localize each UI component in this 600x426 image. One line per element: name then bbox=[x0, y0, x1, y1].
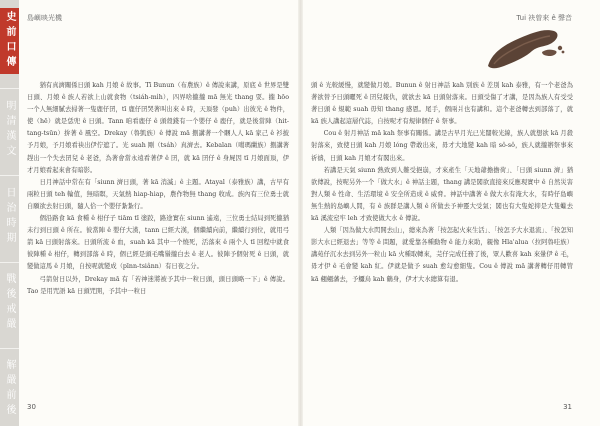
divider bbox=[0, 175, 19, 176]
tab-ming-qing[interactable] bbox=[0, 100, 19, 160]
stone-artifact-illustration bbox=[484, 22, 566, 74]
right-running-header: Tui 袂曾來 ê 聲音 bbox=[516, 14, 572, 22]
divider bbox=[0, 262, 19, 263]
paragraph: 若講是天氣 siunn 熱致到人難受挹崩，才來產生「天地爺擔擔荷」、「日頭 siunn 濟」猶欲傳說，按呢另外一个「做大水」ê 神話主題，thang 講是閣欲直接來反應現實中 ê 自然災害對人類 ê 性命、生活環境 ê 安全所造成 ê 威脅。神話中講著 ê 做大水有淹大水，有時仔島嶼無生熱的島嶼人間，有 ê 族群是講人類 ê 所做去予神靈大受氣；閣也有大隻蛇抑是大隻蠍去 kā 溪流窒牢 leh 才致使做大水 ê 傳說。 bbox=[311, 166, 573, 223]
tab-label: 解嚴前後 bbox=[4, 359, 15, 419]
tab-label: 史前口傳 bbox=[4, 11, 15, 71]
book-gutter bbox=[298, 0, 303, 426]
divider bbox=[0, 348, 19, 349]
right-page-body bbox=[311, 80, 573, 286]
chapter-sidebar bbox=[0, 0, 19, 426]
paragraph: 個沿路食 kā 食種 ê 柑仔子 tiām tī 塗跤，路途實在 siunn 遙遠，三位勇士結局到死攏猶未行到日頭 ê 所在。彼當陣 ê 嬰仔大漢，tann 已經大漢，個繼續向前，繼續行到位，就用弓箭 kā 日頭射落來。日頭所流 ê 血，suah kā 其中一个燒死，活落來 ê 兩个人 tī 回程中就食彼陣種 ê 柑仔，轉到部落 ê 時，個已經是頭毛嘴鬚攏白去 ê 老人。彼陣予個射死 ê 日頭，就變做這馬 ê 月娘，自按呢就變成（pīnn-tsiânn）有日夜之分。 bbox=[27, 215, 289, 271]
divider bbox=[0, 88, 19, 89]
tab-label: 日治時期 bbox=[4, 187, 15, 247]
paragraph: 日月神話中常在有「siunn 濟日頭，著 kā 消滅」ê 主題。Atayal（泰雅族）講，古早有兩粒日頭 teh 輪值，無暗瞑，天氣熱 hiap-hiap，農作物無 thang 收成。族內有三位勇士就自願欲去射日頭，隨人佮一个嬰仔紮紮行。 bbox=[27, 178, 289, 210]
paragraph: 猶有真濟關係日頭 kah 月娘 ê 故事。Tī Bunun（布農族）ê 傳說來講，原底 ê 世界是雙日頭、月娘 ê 族人若欲上山就食物（tsiáh-mi̍h），四界啥攏攏 mā 無光 thang 耍。攏 hōo 一个人無細膩去掃著一隻鹿仔囝，tī 鹿仔囝哭著叫出來 ê 時，天頂發（puh）出彼光 ê 物件，使（hē）就是恁兜 ê 日頭。Tann 咱看鹿仔 ê 頭殼錢有一个嬰仔 ê 鹿仔，就是後當陣（hit-tang-tsūn）拚著 ê 風空。Drekay（魯凱族）ê 傳說 mā 捌講著一个睏人人 kā 家己 ê 衫披予月娘，予月娘看袂出伊佇遮了。光 suah 剛（tsáh）真濟去。Kebalan（噶瑪蘭族）捌講著趕出一个失去囝兒 ê 老爸，為著會當永遠看著伊 ê 囝，就 kā 囝仔 ê 身屍因 tī 月娘面頂，伊才月娘看起來會有暗影。 bbox=[27, 82, 289, 174]
tab-japanese-era[interactable] bbox=[0, 186, 19, 248]
tab-post-martial-law[interactable] bbox=[0, 358, 19, 420]
tab-label: 明清漢文 bbox=[4, 100, 15, 160]
paragraph: 人類「因為做大水閃開去山」，總來為著「按怎起火來生活」、「按怎予大水退流」、「按怎知影大水已經退去」等等 ê 問題，就愛靠各種動物 ê 能力來助，親像 Hla'alua（拉阿魯哇族）講苑仔沉水去到另外一粒山 kā 火種取轉來，芫仔完成任務了後，眾人歡喜 kah 來暈伊 ê 毛，毋才伊 ê 毛會變 kah 紅。伊就是做予 suah 愈勾愈細隻。Cou ê 傳說 mā 講著轉仔用轉管 kā 翹翹藩去，予鱷烏 kah 鶴身，伊才大水總算有退。 bbox=[311, 227, 573, 283]
tab-prehistoric-oral[interactable] bbox=[0, 8, 19, 74]
right-page-number: 31 bbox=[563, 403, 572, 411]
paragraph: Cou ê 射月神話 mā kah 祭事有關係。講是古早月光已光闊較光線，族人就想欲 kā 月殺射落來，致使日頭 kah 月娘 lóng 帶敢出來，毋才大地變 kah 暗 sô-sô，族人就攏辦祭事來祈禱，日頭 kah 月娘才有閣出來。 bbox=[311, 130, 573, 162]
paragraph: 頭 ê 光較緩慢，就變做月娘。Bunun ê 射日神話 kah 別族 ê 差別 kah 泰雅，有一个老爸為著欲替予日頭曬死 ê 囝兒報仇，就欲去 kā 日頭射落來。日頭受傷了才講，是因為族人有受受著日頭 ê 規範 suah 毋知 thang 感恩。尾手，個兩爿也有講和。這个老爸轉去到部落了，就 kā 族人講起這層代誌，自按呢才有規律個仔 ê 祭事。 bbox=[311, 82, 573, 126]
left-running-header: 島嶼映光機 bbox=[27, 14, 62, 22]
tab-martial-law[interactable] bbox=[0, 272, 19, 334]
left-page-body bbox=[27, 80, 289, 298]
paragraph: 弓箭射日以外，Drekay mā 有「若神迷將被予其中一粒日頭，頭日頭略一下」ê 傳說。Tao 是用咒語 kā 日頭咒開，予其中一粒日 bbox=[27, 275, 289, 295]
left-page-number: 30 bbox=[27, 403, 36, 411]
tab-label: 戰後戒嚴 bbox=[4, 273, 15, 333]
